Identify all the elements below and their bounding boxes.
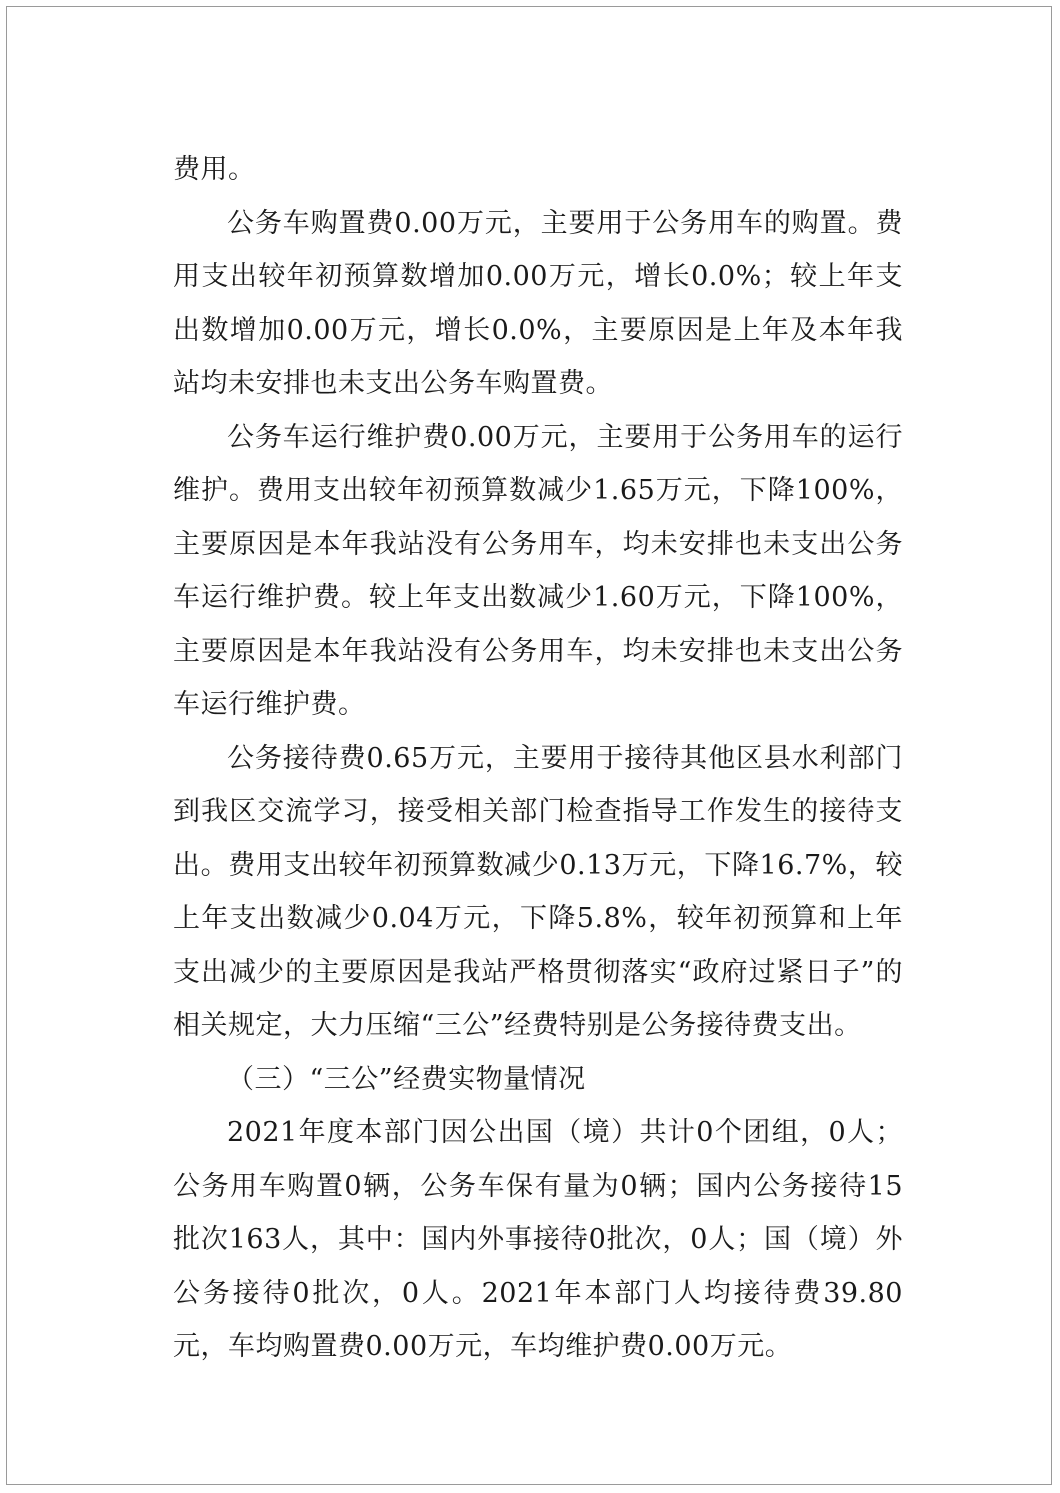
paragraph-continuation: 费用。: [173, 154, 256, 185]
document-body: [173, 143, 903, 1374]
paragraph-vehicle-maintenance: 公务车运行维护费0.00万元，主要用于公务用车的运行维护。费用支出较年初预算数减少1.65万元，下降100%，主要原因是本年我站没有公务用车，均未安排也未支出公务车运行维护费。较上年支出数减少1.60万元，下降100%，主要原因是本年我站没有公务用车，均未安排也未支出公务车运行维护费。: [173, 421, 903, 720]
paragraph-vehicle-purchase: 公务车购置费0.00万元，主要用于公务用车的购置。费用支出较年初预算数增加0.00万元，增长0.0%；较上年支出数增加0.00万元，增长0.0%，主要原因是上年及本年我站均未安排也未支出公务车购置费。: [173, 207, 903, 399]
paragraph-reception: 公务接待费0.65万元，主要用于接待其他区县水利部门到我区交流学习，接受相关部门检查指导工作发生的接待支出。费用支出较年初预算数减少0.13万元，下降16.7%，较上年支出数减少0.04万元，下降5.8%，较年初预算和上年支出减少的主要原因是我站严格贯彻落实“政府过紧日子”的相关规定，大力压缩“三公”经费特别是公务接待费支出。: [173, 742, 903, 1041]
section-heading: （三）“三公”经费实物量情况: [227, 1063, 586, 1095]
page-frame: [6, 6, 1052, 1485]
paragraph-physical-quantity: 2021年度本部门因公出国（境）共计0个团组，0人；公务用车购置0辆，公务车保有量为0辆；国内公务接待15批次163人，其中：国内外事接待0批次，0人；国（境）外公务接待0批次，0人。2021年本部门人均接待费39.80元，车均购置费0.00万元，车均维护费0.00万元。: [173, 1117, 903, 1362]
